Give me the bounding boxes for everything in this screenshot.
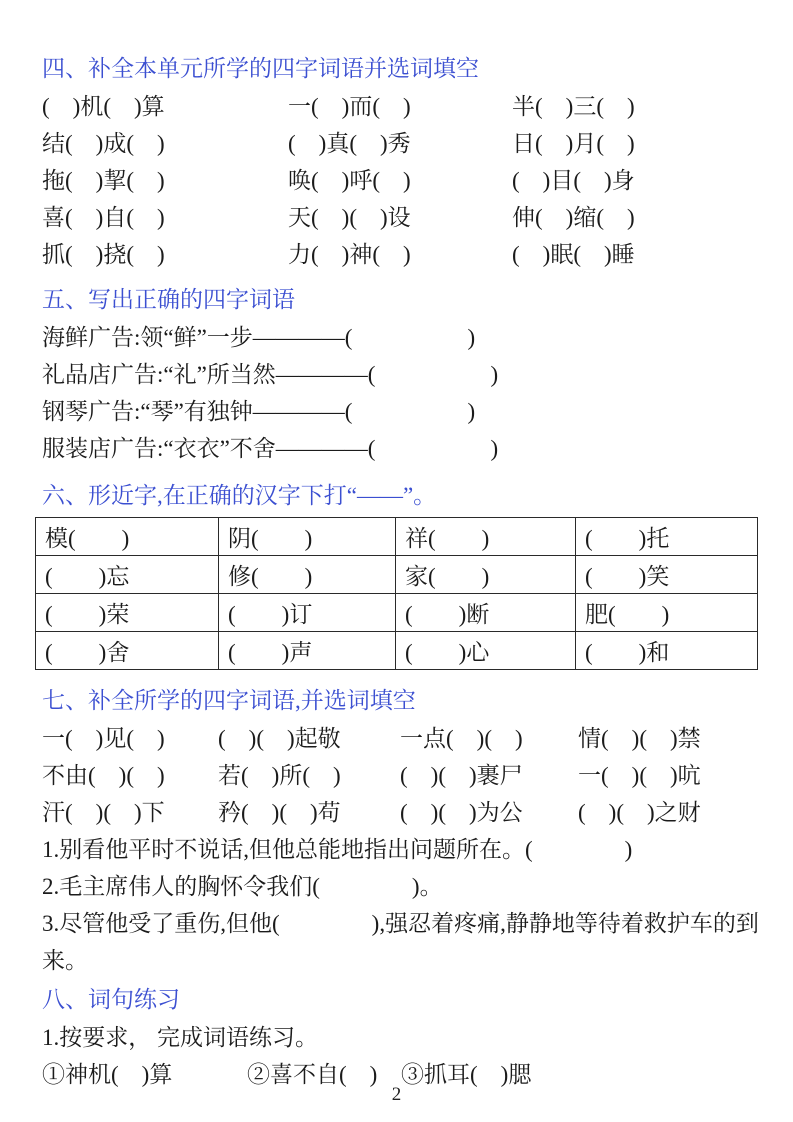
idiom-blank: ( )机( )算 bbox=[42, 94, 165, 119]
section5-lines bbox=[42, 319, 763, 467]
idiom-blank: 力( )神( ) bbox=[288, 242, 411, 267]
ad-idiom-line: 礼品店广告:“礼”所当然————( ) bbox=[42, 362, 499, 387]
idiom-blank: ①神机( )算 bbox=[42, 1062, 173, 1087]
table-cell: 模( ) bbox=[36, 518, 219, 556]
table-cell: ( )笑 bbox=[576, 556, 758, 594]
idiom-blank: 喜( )自( ) bbox=[42, 205, 165, 230]
table-row bbox=[36, 556, 758, 594]
table-cell: ( )舍 bbox=[36, 632, 219, 670]
ad-idiom-line: 钢琴广告:“琴”有独钟————( ) bbox=[42, 399, 476, 424]
table-cell: 家( ) bbox=[396, 556, 576, 594]
similar-characters-table bbox=[35, 517, 758, 670]
page-number: 2 bbox=[391, 1084, 402, 1105]
idiom-blank: 结( )成( ) bbox=[42, 131, 165, 156]
fill-sentence: 2.毛主席伟人的胸怀令我们( )。 bbox=[42, 874, 443, 899]
idiom-blank: 伸( )缩( ) bbox=[512, 205, 635, 230]
table-row bbox=[36, 632, 758, 670]
section4-heading: 四、补全本单元所学的四字词语并选词填空 bbox=[42, 56, 479, 81]
table-cell: ( )荣 bbox=[36, 594, 219, 632]
idiom-blank: ( )( )为公 bbox=[400, 800, 523, 825]
idiom-blank: 矜( )( )苟 bbox=[218, 800, 341, 825]
table-cell: 修( ) bbox=[219, 556, 396, 594]
idiom-blank: 拖( )挈( ) bbox=[42, 168, 165, 193]
idiom-blank: 若( )所( ) bbox=[218, 763, 341, 788]
table-cell: 祥( ) bbox=[396, 518, 576, 556]
idiom-blank: 一( )( )吭 bbox=[578, 763, 701, 788]
idiom-blank: ( )眠( )睡 bbox=[512, 242, 635, 267]
section4-rows bbox=[42, 88, 763, 273]
idiom-blank: 日( )月( ) bbox=[512, 131, 635, 156]
section7-sentences bbox=[42, 831, 763, 979]
ad-idiom-line: 服装店广告:“衣衣”不舍————( ) bbox=[42, 436, 499, 461]
idiom-blank: 不由( )( ) bbox=[42, 763, 165, 788]
idiom-blank: 汗( )( )下 bbox=[42, 800, 165, 825]
section5-heading: 五、写出正确的四字词语 bbox=[42, 287, 295, 312]
idiom-blank: 抓( )挠( ) bbox=[42, 242, 165, 267]
section8-instruction: 1.按要求， 完成词语练习。 bbox=[42, 1025, 318, 1050]
section6-heading: 六、形近字,在正确的汉字下打“——”。 bbox=[42, 483, 437, 508]
table-cell: ( )心 bbox=[396, 632, 576, 670]
idiom-blank: 情( )( )禁 bbox=[578, 726, 701, 751]
idiom-blank: 唤( )呼( ) bbox=[288, 168, 411, 193]
fill-sentence: 1.别看他平时不说话,但他总能地指出问题所在。( ) bbox=[42, 837, 633, 862]
section7-heading: 七、补全所学的四字词语,并选词填空 bbox=[42, 688, 416, 713]
idiom-blank: 半( )三( ) bbox=[512, 94, 635, 119]
table-cell: ( )断 bbox=[396, 594, 576, 632]
idiom-blank: 天( )( )设 bbox=[288, 205, 411, 230]
section8-heading: 八、词句练习 bbox=[42, 987, 180, 1012]
idiom-blank: ( )目( )身 bbox=[512, 168, 635, 193]
idiom-blank: ③抓耳( )腮 bbox=[401, 1062, 532, 1087]
idiom-blank: 一( )而( ) bbox=[288, 94, 411, 119]
idiom-blank: 一点( )( ) bbox=[400, 726, 523, 751]
table-cell: ( )声 bbox=[219, 632, 396, 670]
idiom-blank: ( )( )裹尸 bbox=[400, 763, 523, 788]
ad-idiom-line: 海鲜广告:领“鲜”一步————( ) bbox=[42, 325, 476, 350]
table-row bbox=[36, 518, 758, 556]
table-cell: ( )和 bbox=[576, 632, 758, 670]
idiom-blank: ( )真( )秀 bbox=[288, 131, 411, 156]
idiom-blank: 一( )见( ) bbox=[42, 726, 165, 751]
fill-sentence: 3.尽管他受了重伤,但他( ),强忍着疼痛,静静地等待着救护车的到来。 bbox=[42, 911, 759, 973]
idiom-blank: ( )( )之财 bbox=[578, 800, 701, 825]
table-cell: 阴( ) bbox=[219, 518, 396, 556]
table-cell: ( )忘 bbox=[36, 556, 219, 594]
idiom-blank: ②喜不自( ) bbox=[247, 1062, 378, 1087]
table-cell: ( )订 bbox=[219, 594, 396, 632]
idiom-blank: ( )( )起敬 bbox=[218, 726, 341, 751]
table-cell: 肥( ) bbox=[576, 594, 758, 632]
section7-rows bbox=[42, 720, 763, 831]
table-cell: ( )托 bbox=[576, 518, 758, 556]
table-row bbox=[36, 594, 758, 632]
